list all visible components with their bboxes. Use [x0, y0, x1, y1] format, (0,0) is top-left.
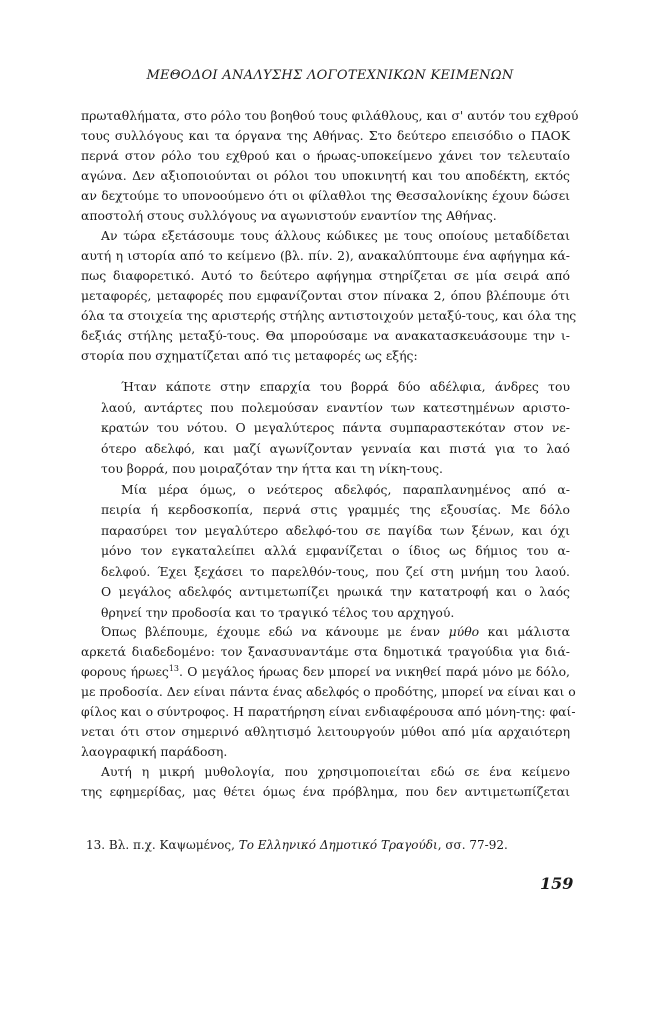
text-line — [81, 662, 570, 682]
footnote — [86, 838, 508, 852]
text-segment: φορους ήρωες — [81, 664, 169, 679]
footnote-pages: , σσ. 77-92. — [437, 838, 508, 852]
quote-line: του βορρά, που μοιραζόταν την ήττα και τη νίκη-τους. — [101, 461, 443, 476]
text-line: Αυτή η μικρή μυθολογία, που χρησιμοποιείται εδώ σε ένα κείμενο — [101, 764, 570, 779]
quote-line: δελφού. Έχει ξεχάσει το παρελθόν-τους, που ζεί στη μνήμη του λαού. — [101, 563, 570, 579]
text-segment: Όπως βλέπουμε, έχουμε εδώ να κάνουμε με έναν — [101, 624, 449, 639]
text-line: αρκετά διαδεδομένο: τον ξανασυναντάμε στα δημοτικά τραγούδια για διά- — [81, 644, 570, 659]
text-line: μεταφορές, μεταφορές που εμφανίζονται στον πίνακα 2, όπου βλέπουμε ότι — [81, 288, 570, 303]
page-number: 159 — [540, 874, 574, 893]
quote-line: μόνο τον εγκαταλείπει αλλά εμφανίζεται ο ίδιος ως δήμιος του α- — [101, 543, 570, 558]
block-quote — [101, 377, 570, 623]
footnote-title: Το Ελληνικό Δημοτικό Τραγούδι — [238, 838, 438, 852]
text-line: στορία που σχηματίζεται από τις μεταφορές ως εξής: — [81, 348, 418, 363]
text-line: αγώνα. Δεν αξιοποιούνται οι ρόλοι του υποκινητή και του αποδέκτη, εκτός — [81, 168, 570, 183]
text-line: φίλος και ο σύντροφος. Η παρατήρηση είναι ενδιαφέρουσα από μόνη-της: φαί- — [81, 704, 576, 719]
quote-line: θρηνεί την προδοσία και το τραγικό τέλος του αρχηγού. — [101, 604, 455, 620]
text-line: με προδοσία. Δεν είναι πάντα ένας αδελφός ο προδότης, μπορεί να είναι και ο — [81, 684, 576, 699]
quote-line: πειρία ή κερδοσκοπία, περνά στις γραμμές της εξουσίας. Με δόλο — [101, 502, 570, 517]
quote-line: παρασύρει τον μεγαλύτερο αδελφό-του σε παγίδα των ξένων, και όχι — [101, 522, 570, 538]
text-segment: και μάλιστα — [479, 624, 570, 639]
text-line: περνά στον ρόλο του εχθρού και ο ήρωας-υποκείμενο χάνει τον τελευταίο — [81, 148, 570, 163]
quote-line: λαού, αντάρτες που πολεμούσαν εναντίον των κατεστημένων αριστο- — [101, 399, 570, 415]
text-line: της εφημερίδας, μας θέτει όμως ένα πρόβλημα, που δεν αντιμετωπίζεται — [81, 784, 570, 799]
quote-line: Μία μέρα όμως, ο νεότερος αδελφός, παραπλανημένος από α- — [121, 481, 570, 497]
quote-line: ότερο αδελφό, και μαζί αγωνίζονταν γενναία και πιστά για το λαό — [101, 440, 570, 456]
text-segment: . Ο μεγάλος ήρωας δεν μπορεί να νικηθεί παρά μόνο με δόλο, — [179, 664, 570, 679]
quote-line: κρατών του νότου. Ο μεγαλύτερος πάντα συμπαραστεκόταν στον νε- — [101, 420, 570, 435]
footnote-marker[interactable]: 13 — [168, 663, 179, 673]
body-text — [81, 622, 576, 802]
text-line: τους συλλόγους και τα όργανα της Αθήνας. Στο δεύτερο επεισόδιο ο ΠΑΟΚ — [81, 128, 570, 143]
text-line: Αν τώρα εξετάσουμε τους άλλους κώδικες με τους οποίους μεταδίδεται — [101, 228, 570, 243]
text-line: αποστολή στους συλλόγους να αγωνιστούν εναντίον της Αθήνας. — [81, 208, 497, 223]
text-line: πως διαφορετικό. Αυτό το δεύτερο αφήγημα στηρίζεται σε μία σειρά από — [81, 268, 570, 283]
body-text — [81, 106, 579, 366]
text-line: πρωταθλήματα, στο ρόλο του βοηθού τους φιλάθλους, και σ' αυτόν του εχθρού — [81, 108, 579, 123]
footnote-reference: 13. Βλ. π.χ. Καψωμένος, — [86, 838, 239, 852]
text-line: όλα τα στοιχεία της αριστερής στήλης αντιστοιχούν μεταξύ-τους, και όλα της — [81, 308, 577, 323]
running-head: ΜΕΘΟΔΟΙ ΑΝΑΛΥΣΗΣ ΛΟΓΟΤΕΧΝΙΚΩΝ ΚΕΙΜΕΝΩΝ — [146, 68, 514, 83]
quote-line: Ήταν κάποτε στην επαρχία του βορρά δύο αδέλφια, άνδρες του — [121, 379, 570, 394]
text-line: αν δεχτούμε το υπονοούμενο ότι οι φίλαθλοι της Θεσσαλονίκης έχουν δώσει — [81, 188, 570, 203]
quote-line: Ο μεγάλος αδελφός αντιμετωπίζει ηρωικά την κατατροφή και ο λαός — [101, 584, 570, 599]
text-line: δεξιάς στήλης μεταξύ-τους. Θα μπορούσαμε να ανακατασκευάσουμε την ι- — [81, 328, 570, 343]
text-line: λαογραφική παράδοση. — [81, 744, 228, 759]
emphasis-word: μύθο — [448, 624, 480, 639]
text-line: νεται ότι στον σημερινό αθλητισμό λειτουργούν μύθοι από μία αρχαιότερη — [81, 724, 570, 739]
text-line: αυτή η ιστορία από το κείμενο (βλ. πίν. 2), ανακαλύπτουμε ένα αφήγημα κά- — [81, 248, 570, 263]
text-line — [81, 622, 570, 642]
